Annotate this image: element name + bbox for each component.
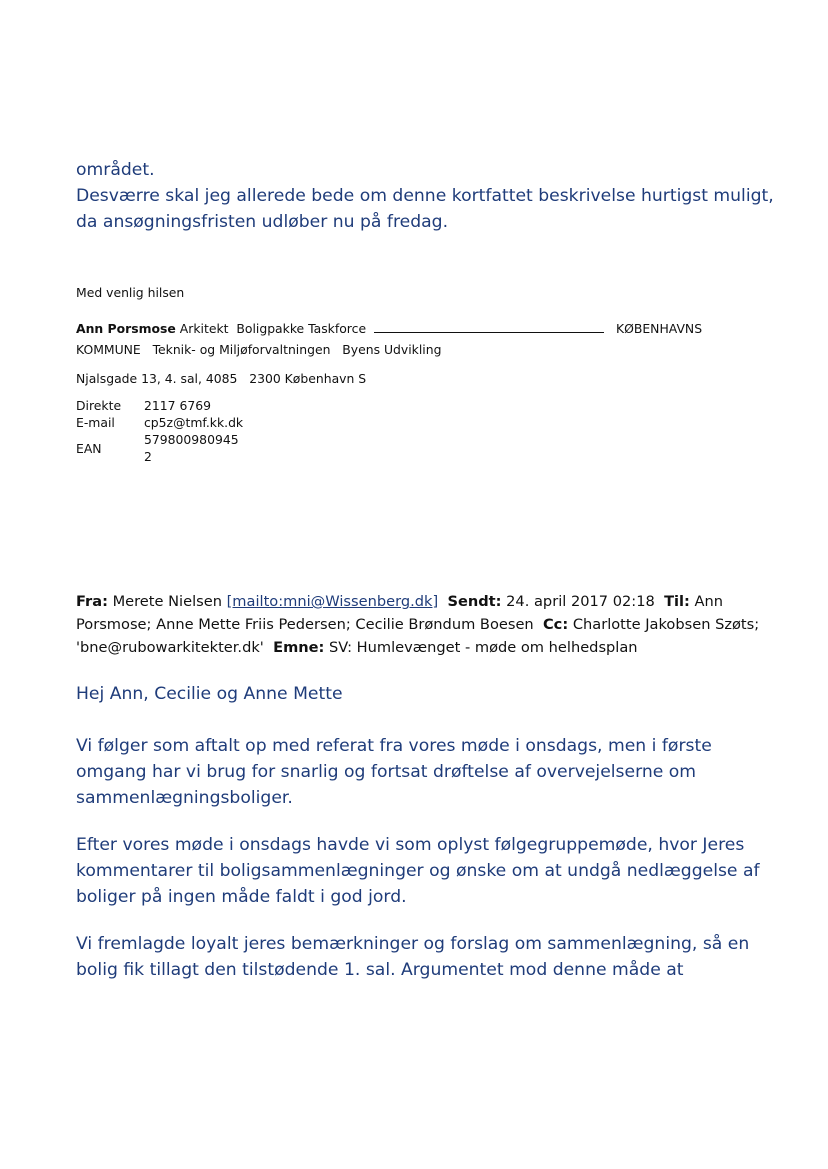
paragraph-line: omgang har vi brug for snarlig og fortsat drøftelse af overvejelserne om bbox=[76, 762, 697, 782]
signature-name-line bbox=[76, 321, 702, 336]
to-label: Til: bbox=[664, 593, 690, 610]
contact-row bbox=[76, 431, 244, 465]
contact-row bbox=[76, 414, 244, 431]
cc-label: Cc: bbox=[542, 616, 569, 633]
signature-org-line: KOMMUNE Teknik- og Miljøforvaltningen Byens Udvikling bbox=[76, 342, 442, 357]
body-paragraph-2 bbox=[76, 832, 760, 910]
paragraph-line: sammenlægningsboliger. bbox=[76, 788, 293, 808]
signature-address: Njalsgade 13, 4. sal, 4085 2300 København S bbox=[76, 371, 367, 386]
body-salutation: Hej Ann, Cecilie og Anne Mette bbox=[76, 684, 343, 704]
from-mailto-link[interactable]: [mailto:mni@Wissenberg.dk] bbox=[226, 593, 439, 610]
contact-label: Direkte bbox=[76, 398, 122, 413]
contact-label: E-mail bbox=[76, 415, 115, 430]
sent-value: 24. april 2017 02:18 bbox=[506, 593, 655, 610]
intro-line-3: da ansøgningsfristen udløber nu på fredag. bbox=[76, 212, 449, 232]
to-value-a: Ann bbox=[694, 593, 723, 610]
body-paragraph-3 bbox=[76, 931, 749, 983]
paragraph-line: Vi fremlagde loyalt jeres bemærkninger og forslag om sammenlægning, så en bbox=[76, 934, 750, 954]
contact-email[interactable]: cp5z@tmf.kk.dk bbox=[144, 415, 244, 430]
from-value: Merete Nielsen bbox=[112, 593, 222, 610]
paragraph-line: boliger på ingen måde faldt i god jord. bbox=[76, 887, 407, 907]
subject-value: SV: Humlevænget - møde om helhedsplan bbox=[329, 639, 638, 656]
contact-label: EAN bbox=[76, 440, 102, 456]
email-header bbox=[76, 590, 759, 659]
paragraph-line: kommentarer til boligsammenlægninger og ønske om at undgå nedlæggelse af bbox=[76, 861, 760, 881]
from-label: Fra: bbox=[76, 593, 108, 610]
sent-label: Sendt: bbox=[447, 593, 502, 610]
cc-value-a: Charlotte Jakobsen Szøts; bbox=[572, 616, 760, 633]
signature-title: Arkitekt Boligpakke Taskforce bbox=[179, 321, 367, 336]
signature-divider bbox=[374, 321, 604, 333]
paragraph-line: bolig fik tillagt den tilstødende 1. sal. Argumentet mod denne måde at bbox=[76, 960, 684, 980]
contact-table bbox=[76, 397, 244, 465]
paragraph-line: Efter vores møde i onsdags havde vi som oplyst følgegruppemøde, hvor Jeres bbox=[76, 835, 745, 855]
contact-phone: 2117 6769 bbox=[144, 398, 212, 413]
signature-greeting: Med venlig hilsen bbox=[76, 285, 185, 300]
contact-ean: 5798009809452 bbox=[144, 432, 239, 464]
intro-paragraph bbox=[76, 157, 774, 235]
intro-line-2: Desværre skal jeg allerede bede om denne kortfattet beskrivelse hurtigst muligt, bbox=[76, 186, 774, 206]
intro-line-1: området. bbox=[76, 160, 155, 180]
contact-row bbox=[76, 397, 244, 414]
cc-value-b: 'bne@rubowarkitekter.dk' bbox=[76, 639, 264, 656]
body-paragraph-1 bbox=[76, 733, 712, 811]
paragraph-line: Vi følger som aftalt op med referat fra vores møde i onsdags, men i første bbox=[76, 736, 712, 756]
to-value-b: Porsmose; Anne Mette Friis Pedersen; Cecilie Brøndum Boesen bbox=[76, 616, 534, 633]
signature-name: Ann Porsmose bbox=[76, 321, 176, 336]
signature-org-right: KØBENHAVNS bbox=[615, 321, 703, 336]
subject-label: Emne: bbox=[273, 639, 325, 656]
